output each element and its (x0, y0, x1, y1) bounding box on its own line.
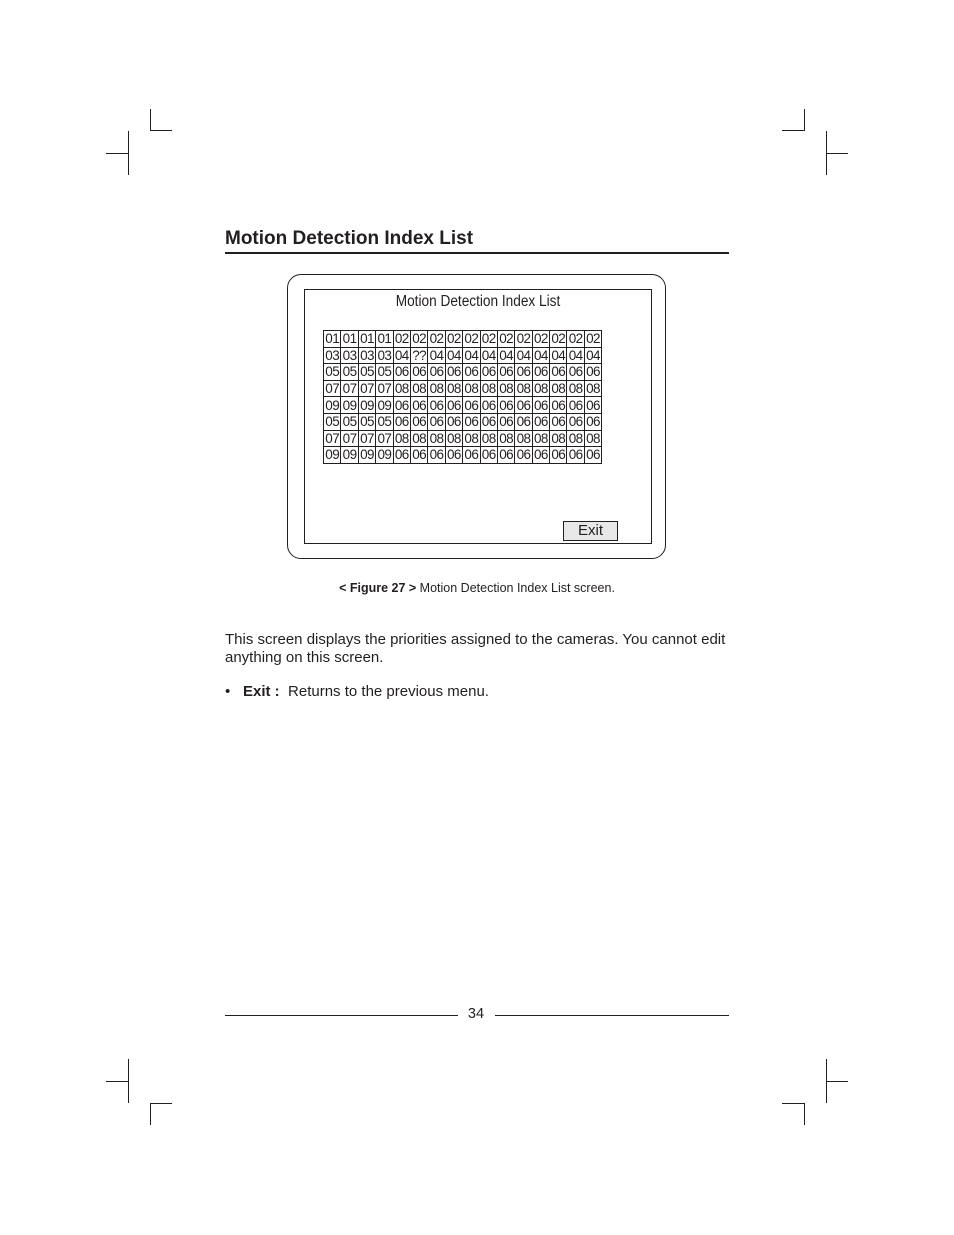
grid-cell: 06 (429, 414, 444, 430)
grid-cell: 06 (412, 397, 427, 413)
grid-cell: 01 (342, 331, 357, 347)
grid-cell: 09 (342, 447, 357, 463)
grid-cell: 09 (360, 397, 374, 413)
crop-mark-bottom-left (106, 1081, 128, 1082)
grid-cell: 08 (586, 381, 600, 397)
grid-cell: 08 (551, 430, 566, 446)
grid-cell: 02 (464, 331, 479, 347)
grid-row (324, 413, 602, 430)
crop-mark-bottom-left (150, 1103, 151, 1125)
grid-cell: 09 (342, 397, 357, 413)
page-number: 34 (467, 1006, 485, 1022)
grid-cell: 02 (499, 331, 514, 347)
grid-cell: 07 (342, 381, 357, 397)
grid-cell: 02 (551, 331, 566, 347)
grid-cell: 05 (342, 414, 357, 430)
grid-cell: 03 (377, 347, 392, 363)
grid-cell: 09 (325, 447, 340, 463)
grid-cell: 09 (360, 447, 374, 463)
figure-caption (0, 581, 954, 596)
grid-cell: 02 (394, 331, 409, 347)
grid-cell: 06 (412, 447, 427, 463)
grid-cell: 09 (377, 397, 392, 413)
bullet-marker: • (225, 683, 231, 700)
grid-cell: 04 (429, 347, 444, 363)
grid-cell: 06 (499, 364, 514, 380)
grid-cell: 02 (429, 331, 444, 347)
grid-cell: 08 (533, 430, 548, 446)
grid-cell: 08 (412, 430, 427, 446)
grid-cell: 04 (533, 347, 548, 363)
grid-cell: 04 (499, 347, 514, 363)
index-grid (323, 330, 602, 464)
grid-cell: 05 (360, 414, 374, 430)
grid-cell: 02 (481, 331, 496, 347)
grid-cell: ?? (412, 347, 427, 363)
grid-cell: 06 (568, 414, 583, 430)
exit-button[interactable]: Exit (563, 521, 618, 541)
grid-cell: 06 (447, 414, 461, 430)
grid-cell: 06 (568, 364, 583, 380)
grid-cell: 08 (481, 381, 496, 397)
footer-rule-right (495, 1015, 729, 1016)
grid-cell: 02 (586, 331, 600, 347)
screen-title: Motion Detection Index List (395, 293, 561, 310)
crop-mark-bottom-right (804, 1103, 805, 1125)
grid-cell: 08 (516, 430, 531, 446)
grid-cell: 01 (377, 331, 392, 347)
grid-row (324, 364, 602, 381)
crop-mark-bottom-right (782, 1103, 804, 1104)
grid-cell: 06 (464, 414, 479, 430)
grid-cell: 06 (464, 364, 479, 380)
grid-cell: 06 (516, 397, 531, 413)
description-paragraph: This screen displays the priorities assigned to the cameras. You cannot edit anything on this screen. (225, 631, 726, 666)
figure-label: < Figure 27 > (339, 581, 417, 595)
grid-cell: 03 (325, 347, 340, 363)
grid-cell: 06 (429, 397, 444, 413)
grid-cell: 02 (412, 331, 427, 347)
grid-cell: 02 (516, 331, 531, 347)
grid-cell: 08 (481, 430, 496, 446)
grid-cell: 04 (394, 347, 409, 363)
grid-cell: 06 (499, 397, 514, 413)
grid-row (324, 430, 602, 447)
grid-cell: 06 (551, 397, 566, 413)
grid-cell: 02 (447, 331, 461, 347)
grid-cell: 08 (499, 381, 514, 397)
grid-cell: 06 (481, 397, 496, 413)
grid-cell: 06 (481, 414, 496, 430)
grid-cell: 06 (481, 364, 496, 380)
grid-cell: 04 (568, 347, 583, 363)
grid-cell: 06 (533, 414, 548, 430)
grid-cell: 06 (394, 414, 409, 430)
footer-rule-left (225, 1015, 458, 1016)
grid-cell: 06 (429, 447, 444, 463)
grid-cell: 04 (586, 347, 600, 363)
grid-row (324, 347, 602, 364)
grid-cell: 06 (447, 364, 461, 380)
grid-cell: 06 (516, 414, 531, 430)
grid-cell: 06 (412, 414, 427, 430)
grid-cell: 06 (533, 364, 548, 380)
grid-cell: 06 (464, 397, 479, 413)
crop-mark-top-left (150, 130, 172, 131)
grid-cell: 06 (551, 364, 566, 380)
grid-cell: 08 (412, 381, 427, 397)
grid-cell: 08 (394, 381, 409, 397)
grid-cell: 08 (464, 381, 479, 397)
grid-cell: 06 (394, 447, 409, 463)
grid-cell: 06 (447, 447, 461, 463)
crop-mark-top-left (128, 131, 129, 175)
crop-mark-top-right (782, 130, 804, 131)
grid-cell: 09 (377, 447, 392, 463)
grid-cell: 05 (360, 364, 374, 380)
grid-cell: 08 (447, 430, 461, 446)
grid-cell: 06 (586, 447, 600, 463)
grid-cell: 06 (464, 447, 479, 463)
grid-cell: 06 (394, 397, 409, 413)
grid-cell: 02 (533, 331, 548, 347)
grid-cell: 07 (325, 381, 340, 397)
grid-cell: 06 (533, 447, 548, 463)
grid-cell: 04 (516, 347, 531, 363)
grid-cell: 07 (377, 430, 392, 446)
grid-cell: 06 (394, 364, 409, 380)
crop-mark-bottom-right (826, 1081, 848, 1082)
crop-mark-bottom-left (128, 1059, 129, 1103)
crop-mark-top-left (150, 109, 151, 131)
heading-underline (225, 252, 729, 254)
grid-cell: 04 (551, 347, 566, 363)
grid-cell: 06 (499, 414, 514, 430)
grid-cell: 06 (568, 447, 583, 463)
grid-cell: 06 (551, 447, 566, 463)
grid-cell: 06 (568, 397, 583, 413)
grid-row (324, 331, 602, 348)
osd-screen (304, 289, 652, 544)
page-heading: Motion Detection Index List (225, 228, 474, 249)
grid-cell: 07 (360, 430, 374, 446)
grid-cell: 06 (481, 447, 496, 463)
grid-cell: 01 (360, 331, 374, 347)
grid-cell: 08 (568, 430, 583, 446)
crop-mark-top-right (804, 109, 805, 131)
grid-cell: 07 (325, 430, 340, 446)
figure-caption-text: Motion Detection Index List screen. (419, 581, 615, 595)
grid-cell: 08 (586, 430, 600, 446)
grid-cell: 01 (325, 331, 340, 347)
grid-cell: 08 (533, 381, 548, 397)
grid-cell: 08 (516, 381, 531, 397)
grid-cell: 06 (429, 364, 444, 380)
grid-cell: 04 (447, 347, 461, 363)
grid-cell: 08 (429, 381, 444, 397)
grid-cell: 09 (325, 397, 340, 413)
grid-cell: 06 (412, 364, 427, 380)
grid-cell: 06 (447, 397, 461, 413)
grid-cell: 05 (377, 364, 392, 380)
grid-cell: 06 (551, 414, 566, 430)
grid-cell: 05 (377, 414, 392, 430)
grid-cell: 06 (586, 397, 600, 413)
grid-cell: 04 (464, 347, 479, 363)
grid-cell: 03 (342, 347, 357, 363)
grid-cell: 06 (586, 414, 600, 430)
bullet-text: Returns to the previous menu. (288, 683, 489, 700)
grid-cell: 08 (464, 430, 479, 446)
grid-cell: 06 (516, 364, 531, 380)
grid-cell: 06 (586, 364, 600, 380)
grid-cell: 08 (551, 381, 566, 397)
grid-cell: 08 (447, 381, 461, 397)
grid-cell: 04 (481, 347, 496, 363)
grid-cell: 08 (394, 430, 409, 446)
grid-cell: 07 (342, 430, 357, 446)
grid-cell: 02 (568, 331, 583, 347)
grid-row (324, 447, 602, 464)
grid-cell: 07 (360, 381, 374, 397)
grid-cell: 06 (516, 447, 531, 463)
bullet-item-exit (225, 683, 489, 701)
grid-cell: 05 (325, 364, 340, 380)
crop-mark-bottom-left (150, 1103, 172, 1104)
grid-cell: 05 (325, 414, 340, 430)
grid-cell: 07 (377, 381, 392, 397)
bullet-term: Exit : (243, 683, 280, 700)
grid-cell: 05 (342, 364, 357, 380)
grid-row (324, 397, 602, 414)
grid-cell: 06 (499, 447, 514, 463)
grid-cell: 08 (568, 381, 583, 397)
crop-mark-top-right (826, 153, 848, 154)
grid-cell: 08 (429, 430, 444, 446)
grid-cell: 08 (499, 430, 514, 446)
grid-cell: 06 (533, 397, 548, 413)
crop-mark-top-left (106, 153, 128, 154)
grid-cell: 03 (360, 347, 374, 363)
grid-row (324, 380, 602, 397)
